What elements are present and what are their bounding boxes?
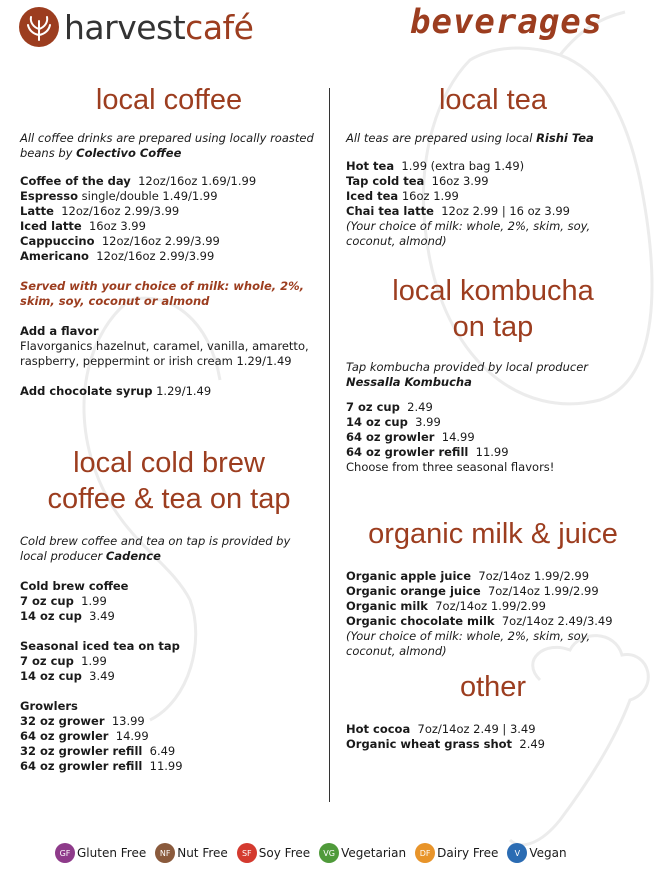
cold-brew-title-line1: local cold brew bbox=[73, 447, 265, 479]
item-detail: 1.29/1.49 bbox=[156, 384, 212, 398]
item-detail: 12oz/16oz 2.99/3.99 bbox=[96, 249, 215, 263]
item-name: 7 oz cup bbox=[20, 594, 74, 608]
menu-item bbox=[20, 594, 318, 609]
group-title-text: Growlers bbox=[20, 699, 78, 713]
item-detail: 7oz/14oz 2.49/3.49 bbox=[501, 614, 613, 628]
item-detail: 2.49 bbox=[407, 400, 433, 414]
coffee-intro-brand: Colectivo Coffee bbox=[76, 146, 182, 160]
item-name: Organic chocolate milk bbox=[346, 614, 495, 628]
coffee-title: local coffee bbox=[95, 84, 243, 116]
menu-item bbox=[346, 569, 640, 584]
cold-brew-intro-text: Cold brew coffee and tea on tap is provided by local producer bbox=[20, 534, 291, 563]
legend-label: Dairy Free bbox=[437, 846, 499, 860]
legend-vegan bbox=[507, 843, 566, 863]
tea-milk-note: (Your choice of milk: whole, 2%, skim, soy, coconut, almond) bbox=[346, 219, 591, 248]
cold-brew-section bbox=[20, 445, 318, 774]
vegetarian-icon: VG bbox=[319, 843, 339, 863]
kombucha-intro bbox=[346, 360, 640, 390]
item-name: Americano bbox=[20, 249, 89, 263]
item-name: Organic milk bbox=[346, 599, 428, 613]
gluten-free-icon: GF bbox=[55, 843, 75, 863]
item-name: Iced latte bbox=[20, 219, 82, 233]
coffee-list bbox=[20, 174, 318, 264]
kombucha-list bbox=[346, 400, 640, 475]
item-detail: 12oz/16oz 2.99/3.99 bbox=[101, 234, 220, 248]
milk-juice-note: (Your choice of milk: whole, 2%, skim, soy, coconut, almond) bbox=[346, 629, 591, 658]
item-detail: 16oz 1.99 bbox=[401, 189, 459, 203]
item-detail: 13.99 bbox=[111, 714, 145, 728]
group-title bbox=[20, 699, 318, 714]
kombucha-footnote: Choose from three seasonal flavors! bbox=[346, 460, 555, 474]
flavor-text: Flavorganics hazelnut, caramel, vanilla, amaretto, raspberry, peppermint or irish cream 1.29/1.49 bbox=[20, 339, 309, 368]
page-heading: beverages bbox=[410, 2, 604, 42]
item-name: 32 oz grower bbox=[20, 714, 105, 728]
item-name: Organic orange juice bbox=[346, 584, 481, 598]
coffee-milk-note: Served with your choice of milk: whole, 2%, skim, soy, coconut or almond bbox=[20, 279, 305, 308]
tea-intro-brand: Rishi Tea bbox=[536, 131, 594, 145]
menu-item bbox=[346, 159, 640, 174]
menu-item bbox=[20, 654, 318, 669]
legend-dairy-free bbox=[415, 843, 498, 863]
item-detail: 11.99 bbox=[475, 445, 509, 459]
item-name: Tap cold tea bbox=[346, 174, 425, 188]
brand-name-part2: café bbox=[185, 7, 254, 47]
dairy-free-icon: DF bbox=[415, 843, 435, 863]
item-detail: 7oz/14oz 2.49 | 3.49 bbox=[417, 722, 536, 736]
legend-label: Gluten Free bbox=[77, 846, 147, 860]
menu-item bbox=[346, 189, 640, 204]
menu-item bbox=[346, 737, 640, 752]
item-name: 14 oz cup bbox=[346, 415, 408, 429]
other-list bbox=[346, 722, 640, 752]
item-name: 64 oz growler bbox=[346, 430, 435, 444]
brand-logo bbox=[19, 7, 253, 47]
group-title-text: Seasonal iced tea on tap bbox=[20, 639, 180, 653]
item-name: Hot cocoa bbox=[346, 722, 411, 736]
tea-list bbox=[346, 159, 640, 219]
menu-item bbox=[20, 669, 318, 684]
item-detail: 12oz/16oz 2.99/3.99 bbox=[61, 204, 180, 218]
item-detail: 12oz/16oz 1.69/1.99 bbox=[138, 174, 257, 188]
item-detail: 14.99 bbox=[441, 430, 475, 444]
group-title-text: Cold brew coffee bbox=[20, 579, 129, 593]
milk-juice-section bbox=[346, 516, 640, 659]
column-divider bbox=[329, 88, 330, 802]
item-detail: 7oz/14oz 1.99/2.99 bbox=[487, 584, 599, 598]
item-name: Cappuccino bbox=[20, 234, 95, 248]
menu-item bbox=[20, 714, 318, 729]
chocolate-syrup-item bbox=[20, 384, 318, 399]
cold-brew-title-line2: coffee & tea on tap bbox=[47, 483, 291, 515]
item-detail: 16oz 3.99 bbox=[431, 174, 489, 188]
item-detail: 7oz/14oz 1.99/2.99 bbox=[478, 569, 590, 583]
wheat-leaf-icon bbox=[19, 7, 59, 47]
milk-juice-list bbox=[346, 569, 640, 629]
tea-intro bbox=[346, 131, 640, 146]
item-name: Add chocolate syrup bbox=[20, 384, 153, 398]
item-detail: 1.99 (extra bag 1.49) bbox=[401, 159, 525, 173]
item-name: 64 oz growler bbox=[20, 729, 109, 743]
item-name: 7 oz cup bbox=[346, 400, 400, 414]
menu-item bbox=[346, 722, 640, 737]
item-name: Hot tea bbox=[346, 159, 395, 173]
item-detail: 16oz 3.99 bbox=[88, 219, 146, 233]
legend-gluten-free bbox=[55, 843, 146, 863]
item-detail: single/double 1.49/1.99 bbox=[81, 189, 218, 203]
item-detail: 1.99 bbox=[81, 654, 107, 668]
item-detail: 3.99 bbox=[415, 415, 441, 429]
menu-item bbox=[20, 174, 318, 189]
kombucha-title-line1: local kombucha bbox=[392, 275, 594, 307]
item-name: 14 oz cup bbox=[20, 669, 82, 683]
dietary-legend bbox=[55, 843, 576, 863]
item-detail: 7oz/14oz 1.99/2.99 bbox=[435, 599, 546, 613]
milk-juice-title: organic milk & juice bbox=[368, 518, 618, 550]
menu-item bbox=[20, 219, 318, 234]
menu-item bbox=[346, 614, 640, 629]
item-name: Coffee of the day bbox=[20, 174, 131, 188]
item-detail: 3.49 bbox=[89, 609, 115, 623]
menu-item bbox=[20, 249, 318, 264]
item-name: 14 oz cup bbox=[20, 609, 82, 623]
menu-item bbox=[20, 729, 318, 744]
brand-name bbox=[64, 8, 253, 47]
menu-item bbox=[20, 204, 318, 219]
legend-label: Vegetarian bbox=[341, 846, 407, 860]
item-detail: 12oz 2.99 | 16 oz 3.99 bbox=[441, 204, 570, 218]
item-name: 32 oz growler refill bbox=[20, 744, 143, 758]
item-name: Organic wheat grass shot bbox=[346, 737, 513, 751]
menu-item bbox=[346, 415, 640, 430]
cold-brew-coffee-list bbox=[20, 579, 318, 624]
flavor-title: Add a flavor bbox=[20, 324, 99, 338]
menu-item bbox=[346, 445, 640, 460]
kombucha-intro-brand: Nessalla Kombucha bbox=[346, 375, 472, 389]
menu-item bbox=[346, 584, 640, 599]
tea-section bbox=[346, 82, 640, 249]
group-title bbox=[20, 579, 318, 594]
flavor-block bbox=[20, 324, 318, 369]
item-name: Chai tea latte bbox=[346, 204, 434, 218]
legend-nut-free bbox=[155, 843, 228, 863]
legend-label: Soy Free bbox=[258, 846, 311, 860]
coffee-intro bbox=[20, 131, 318, 161]
menu-item bbox=[346, 599, 640, 614]
item-detail: 11.99 bbox=[149, 759, 183, 773]
item-detail: 3.49 bbox=[89, 669, 115, 683]
coffee-section bbox=[20, 82, 318, 399]
item-name: 64 oz growler refill bbox=[20, 759, 143, 773]
menu-item bbox=[20, 744, 318, 759]
cold-brew-intro-brand: Cadence bbox=[105, 549, 161, 563]
nut-free-icon: NF bbox=[155, 843, 175, 863]
menu-item bbox=[346, 430, 640, 445]
legend-label: Nut Free bbox=[177, 846, 228, 860]
item-detail: 6.49 bbox=[149, 744, 176, 758]
legend-label: Vegan bbox=[529, 846, 567, 860]
item-name: 7 oz cup bbox=[20, 654, 74, 668]
kombucha-intro-text: Tap kombucha provided by local producer bbox=[346, 360, 589, 374]
item-name: Iced tea bbox=[346, 189, 399, 203]
tea-intro-text: All teas are prepared using local bbox=[346, 131, 533, 145]
coffee-intro-text: All coffee drinks are prepared using locally roasted beans by bbox=[20, 131, 314, 160]
menu-item bbox=[20, 189, 318, 204]
menu-item bbox=[346, 174, 640, 189]
tea-title: local tea bbox=[438, 84, 547, 116]
group-title bbox=[20, 639, 318, 654]
item-detail: 2.49 bbox=[519, 737, 545, 751]
kombucha-title-line2: on tap bbox=[452, 311, 534, 343]
cold-brew-intro bbox=[20, 534, 318, 564]
item-detail: 14.99 bbox=[115, 729, 149, 743]
kombucha-section bbox=[346, 273, 640, 475]
item-name: Organic apple juice bbox=[346, 569, 472, 583]
soy-free-icon: SF bbox=[237, 843, 257, 863]
brand-name-part1: harvest bbox=[64, 7, 186, 47]
item-name: 64 oz growler refill bbox=[346, 445, 469, 459]
other-title: other bbox=[459, 671, 527, 703]
legend-vegetarian bbox=[319, 843, 406, 863]
item-name: Latte bbox=[20, 204, 54, 218]
legend-soy-free bbox=[237, 843, 310, 863]
vegan-icon: V bbox=[507, 843, 527, 863]
growlers-list bbox=[20, 699, 318, 774]
menu-item bbox=[346, 400, 640, 415]
menu-item bbox=[20, 759, 318, 774]
menu-item bbox=[20, 234, 318, 249]
menu-item bbox=[346, 204, 640, 219]
item-detail: 1.99 bbox=[81, 594, 107, 608]
other-section bbox=[346, 669, 640, 752]
iced-tea-tap-list bbox=[20, 639, 318, 684]
menu-item bbox=[20, 609, 318, 624]
item-name: Espresso bbox=[20, 189, 78, 203]
